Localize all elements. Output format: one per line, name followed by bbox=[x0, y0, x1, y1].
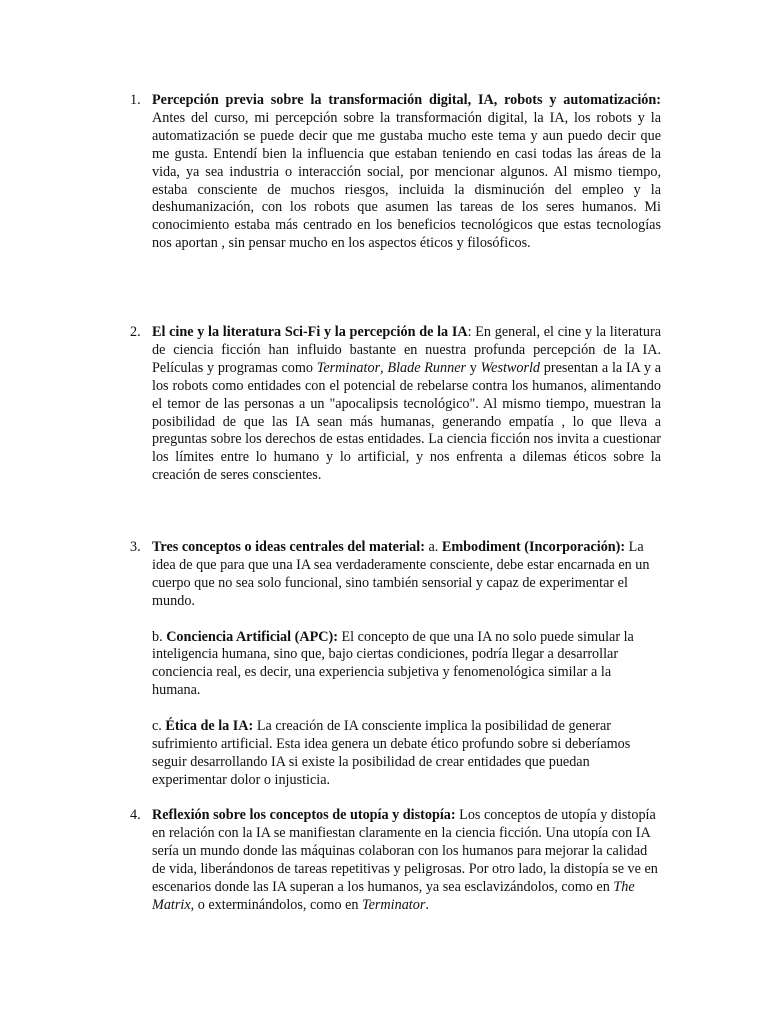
list-number: 1. bbox=[130, 92, 141, 108]
sub-prefix: c. bbox=[152, 718, 166, 735]
item-text: . bbox=[425, 896, 429, 913]
sub-prefix: b. bbox=[152, 628, 167, 645]
item-text: presentan a la IA y a los robots como entidades con el potencial de rebelarse contra los humanos, alimentando el temor de las personas a un "apocalipsis tecnológico". Al mismo tiempo, muestran la posibilidad de que las IA sean más humanas, generando empatía , lo que lleva a preguntas sobre los derechos de estas entidades. La ciencia ficción nos invita a cuestionar los límites entre lo humano y lo artificial, y nos enfrenta a dilemas éticos sobre la creación de seres conscientes. bbox=[152, 359, 662, 484]
sub-heading: Conciencia Artificial (APC): bbox=[166, 628, 338, 645]
film-title: Westworld bbox=[480, 359, 541, 376]
list-item-content bbox=[152, 324, 661, 485]
item-heading: Tres conceptos o ideas centrales del material: bbox=[152, 539, 425, 555]
item-text: , o exterminándolos, como en bbox=[190, 896, 363, 913]
item-text: Los conceptos de utopía y distopía en relación con la IA se manifiestan claramente en la ciencia ficción. Una utopía con IA sería un mundo donde las máquinas colaboran con los humanos para mejorar la calidad de vida, liberándonos de tareas repetitivas y peligrosas. Por otro lado, la distopía se ve en escenarios donde las IA superan a los humanos, ya sea esclavizándolos, como en bbox=[152, 807, 658, 895]
sub-text: La creación de IA consciente implica la posibilidad de generar sufrimiento artificial. Esta idea genera un debate ético profundo sobre si deberíamos seguir desarrollando IA si existe la posibilidad de crear entidades que puedan experimentar dolor o injusticia. bbox=[152, 718, 631, 788]
film-title: Terminator bbox=[362, 896, 426, 913]
sub-text: La idea de que para que una IA sea verdaderamente consciente, debe estar encarnada en un cuerpo que no sea solo funcional, sino también sensorial y capaz de experimentar el mundo. bbox=[152, 539, 650, 609]
separator: y bbox=[466, 359, 481, 376]
item-text: : En general, el cine y la literatura de ciencia ficción han influido bastante en nuestra profunda percepción de la IA. Películas y programas como bbox=[152, 324, 661, 376]
paragraph bbox=[152, 324, 661, 485]
list-number: 2. bbox=[130, 324, 141, 340]
paragraph bbox=[152, 539, 661, 611]
item-text: Antes del curso, mi percepción sobre la transformación digital, la IA, los robots y la automatización se puede decir que me gustaba mucho este tema y aun puedo decir que me gusta. Entendí bien la influencia que estaban teniendo en casi todas las áreas de la vida, ya sea industria o interacción social, por mencionar algunos. Al mismo tiempo, estaba consciente de muchos riesgos, incluida la disminución del empleo y la deshumanización, con los robots que asumen las tareas de los seres humanos. Mi conocimiento estaba más centrado en los beneficios tecnológicos que estas tecnologías nos aportan , sin pensar mucho en los aspectos éticos y filosóficos. bbox=[152, 109, 661, 252]
separator: , bbox=[380, 359, 388, 376]
paragraph bbox=[152, 629, 661, 701]
list-number: 3. bbox=[130, 539, 141, 555]
list-item-content bbox=[152, 807, 661, 914]
item-heading: El cine y la literatura Sci-Fi y la percepción de la IA bbox=[152, 324, 468, 340]
film-title: Blade Runner bbox=[387, 359, 467, 376]
list-item-content bbox=[152, 539, 661, 790]
item-heading: Reflexión sobre los conceptos de utopía y distopía: bbox=[152, 807, 456, 823]
paragraph bbox=[152, 718, 661, 790]
film-title: Terminator bbox=[316, 359, 381, 376]
film-title: The Matrix bbox=[152, 878, 635, 913]
list-number: 4. bbox=[130, 807, 141, 823]
item-heading: Percepción previa sobre la transformación digital, IA, robots y automatización: bbox=[152, 92, 661, 108]
sub-heading: Ética de la IA: bbox=[165, 718, 254, 735]
paragraph bbox=[152, 92, 661, 253]
sub-heading: Embodiment (Incorporación): bbox=[441, 539, 626, 555]
sub-text: El concepto de que una IA no solo puede simular la inteligencia humana, sino que, bajo ciertas condiciones, podría llegar a desarrollar conciencia real, es decir, una experiencia subjetiva y fenomenológica similar a la humana. bbox=[152, 628, 634, 699]
sub-prefix: a. bbox=[424, 539, 442, 555]
list-item-content bbox=[152, 92, 661, 253]
paragraph bbox=[152, 807, 661, 914]
